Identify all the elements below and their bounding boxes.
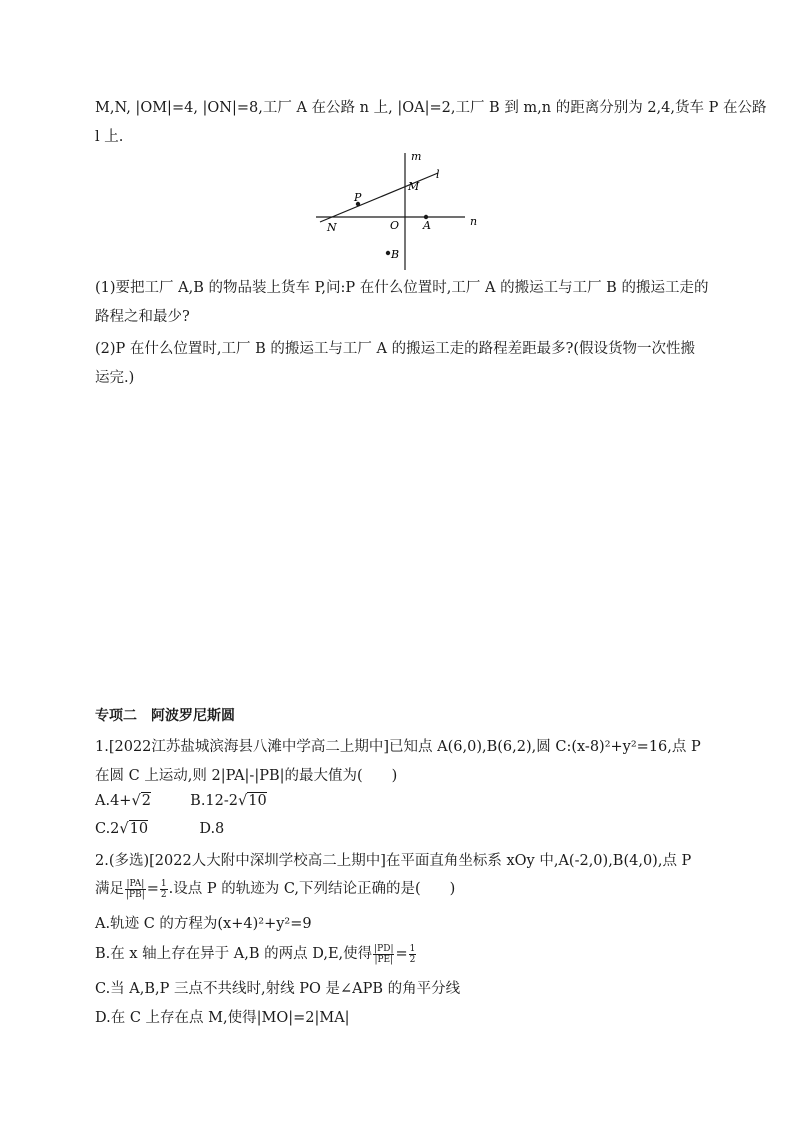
intro-line-2: l 上. <box>95 129 124 145</box>
problem-2-line-2: 满足 $\frac{|PA|}{|PB|}$ = $\frac{1}{2}$ .设点 P 的轨迹为 C,下列结论正确的是( ) <box>95 878 456 900</box>
label-N: N <box>327 221 337 234</box>
problem-1-line-2: 在圆 C 上运动,则 2|PA|-|PB|的最大值为( ) <box>95 768 398 784</box>
label-n: n <box>470 215 478 228</box>
question-2-line-1: (2)P 在什么位置时,工厂 B 的搬运工与工厂 A 的搬运工走的路程差距最多?(假设货物一次性搬 <box>95 341 696 357</box>
problem-1-options-ab <box>95 793 267 809</box>
road-l-line <box>320 173 438 222</box>
section-2-title: 专项二 阿波罗尼斯圆 <box>95 708 235 724</box>
label-P: P <box>354 191 362 204</box>
fraction-pa-pb: $\frac{|PA|}{|PB|}$ <box>126 878 145 900</box>
road-diagram <box>0 0 794 300</box>
label-M: M <box>408 180 420 193</box>
question-1-line-2: 路程之和最少? <box>95 309 190 325</box>
label-B: B <box>391 248 400 261</box>
problem-1-option-d: D.8 <box>199 821 225 837</box>
problem-1-options-cd <box>95 821 224 837</box>
question-1-line-1: (1)要把工厂 A,B 的物品装上货车 P,问:P 在什么位置时,工厂 A 的搬运工与工厂 B 的搬运工走的 <box>95 280 709 296</box>
fraction-pd-pe: $\frac{|PD|}{|PE|}$ <box>374 943 394 965</box>
fraction-one-half-b: $\frac{1}{2}$ <box>409 943 416 965</box>
problem-1-option-c: C.2√10 <box>95 821 149 837</box>
problem-2-option-a: A.轨迹 C 的方程为(x+4)²+y²=9 <box>95 916 312 932</box>
fraction-one-half: $\frac{1}{2}$ <box>160 878 167 900</box>
problem-1-option-b: B.12-2√10 <box>190 793 267 809</box>
intro-line-1: M,N, |OM|=4, |ON|=8,工厂 A 在公路 n 上, |OA|=2,工厂 B 到 m,n 的距离分别为 2,4,货车 P 在公路 <box>95 100 767 116</box>
label-l: l <box>436 168 440 181</box>
problem-1-line-1: 1.[2022江苏盐城滨海县八滩中学高二上期中]已知点 A(6,0),B(6,2),圆 C:(x-8)²+y²=16,点 P <box>95 739 701 755</box>
problem-2-option-b: B.在 x 轴上存在异于 A,B 的两点 D,E,使得 $\frac{|PD|}{|PE|}$ = $\frac{1}{2}$ <box>95 943 416 965</box>
label-m: m <box>411 150 422 163</box>
question-2-line-2: 运完.) <box>95 370 135 386</box>
problem-2-line-1: 2.(多选)[2022人大附中深圳学校高二上期中]在平面直角坐标系 xOy 中,A(-2,0),B(4,0),点 P <box>95 853 692 869</box>
point-b <box>386 251 390 255</box>
label-A: A <box>423 219 431 232</box>
problem-1-option-a: A.4+√2 <box>95 793 151 809</box>
problem-2-option-c: C.当 A,B,P 三点不共线时,射线 PO 是∠APB 的角平分线 <box>95 981 461 997</box>
label-O: O <box>390 219 400 232</box>
problem-2-option-d: D.在 C 上存在点 M,使得|MO|=2|MA| <box>95 1010 350 1026</box>
